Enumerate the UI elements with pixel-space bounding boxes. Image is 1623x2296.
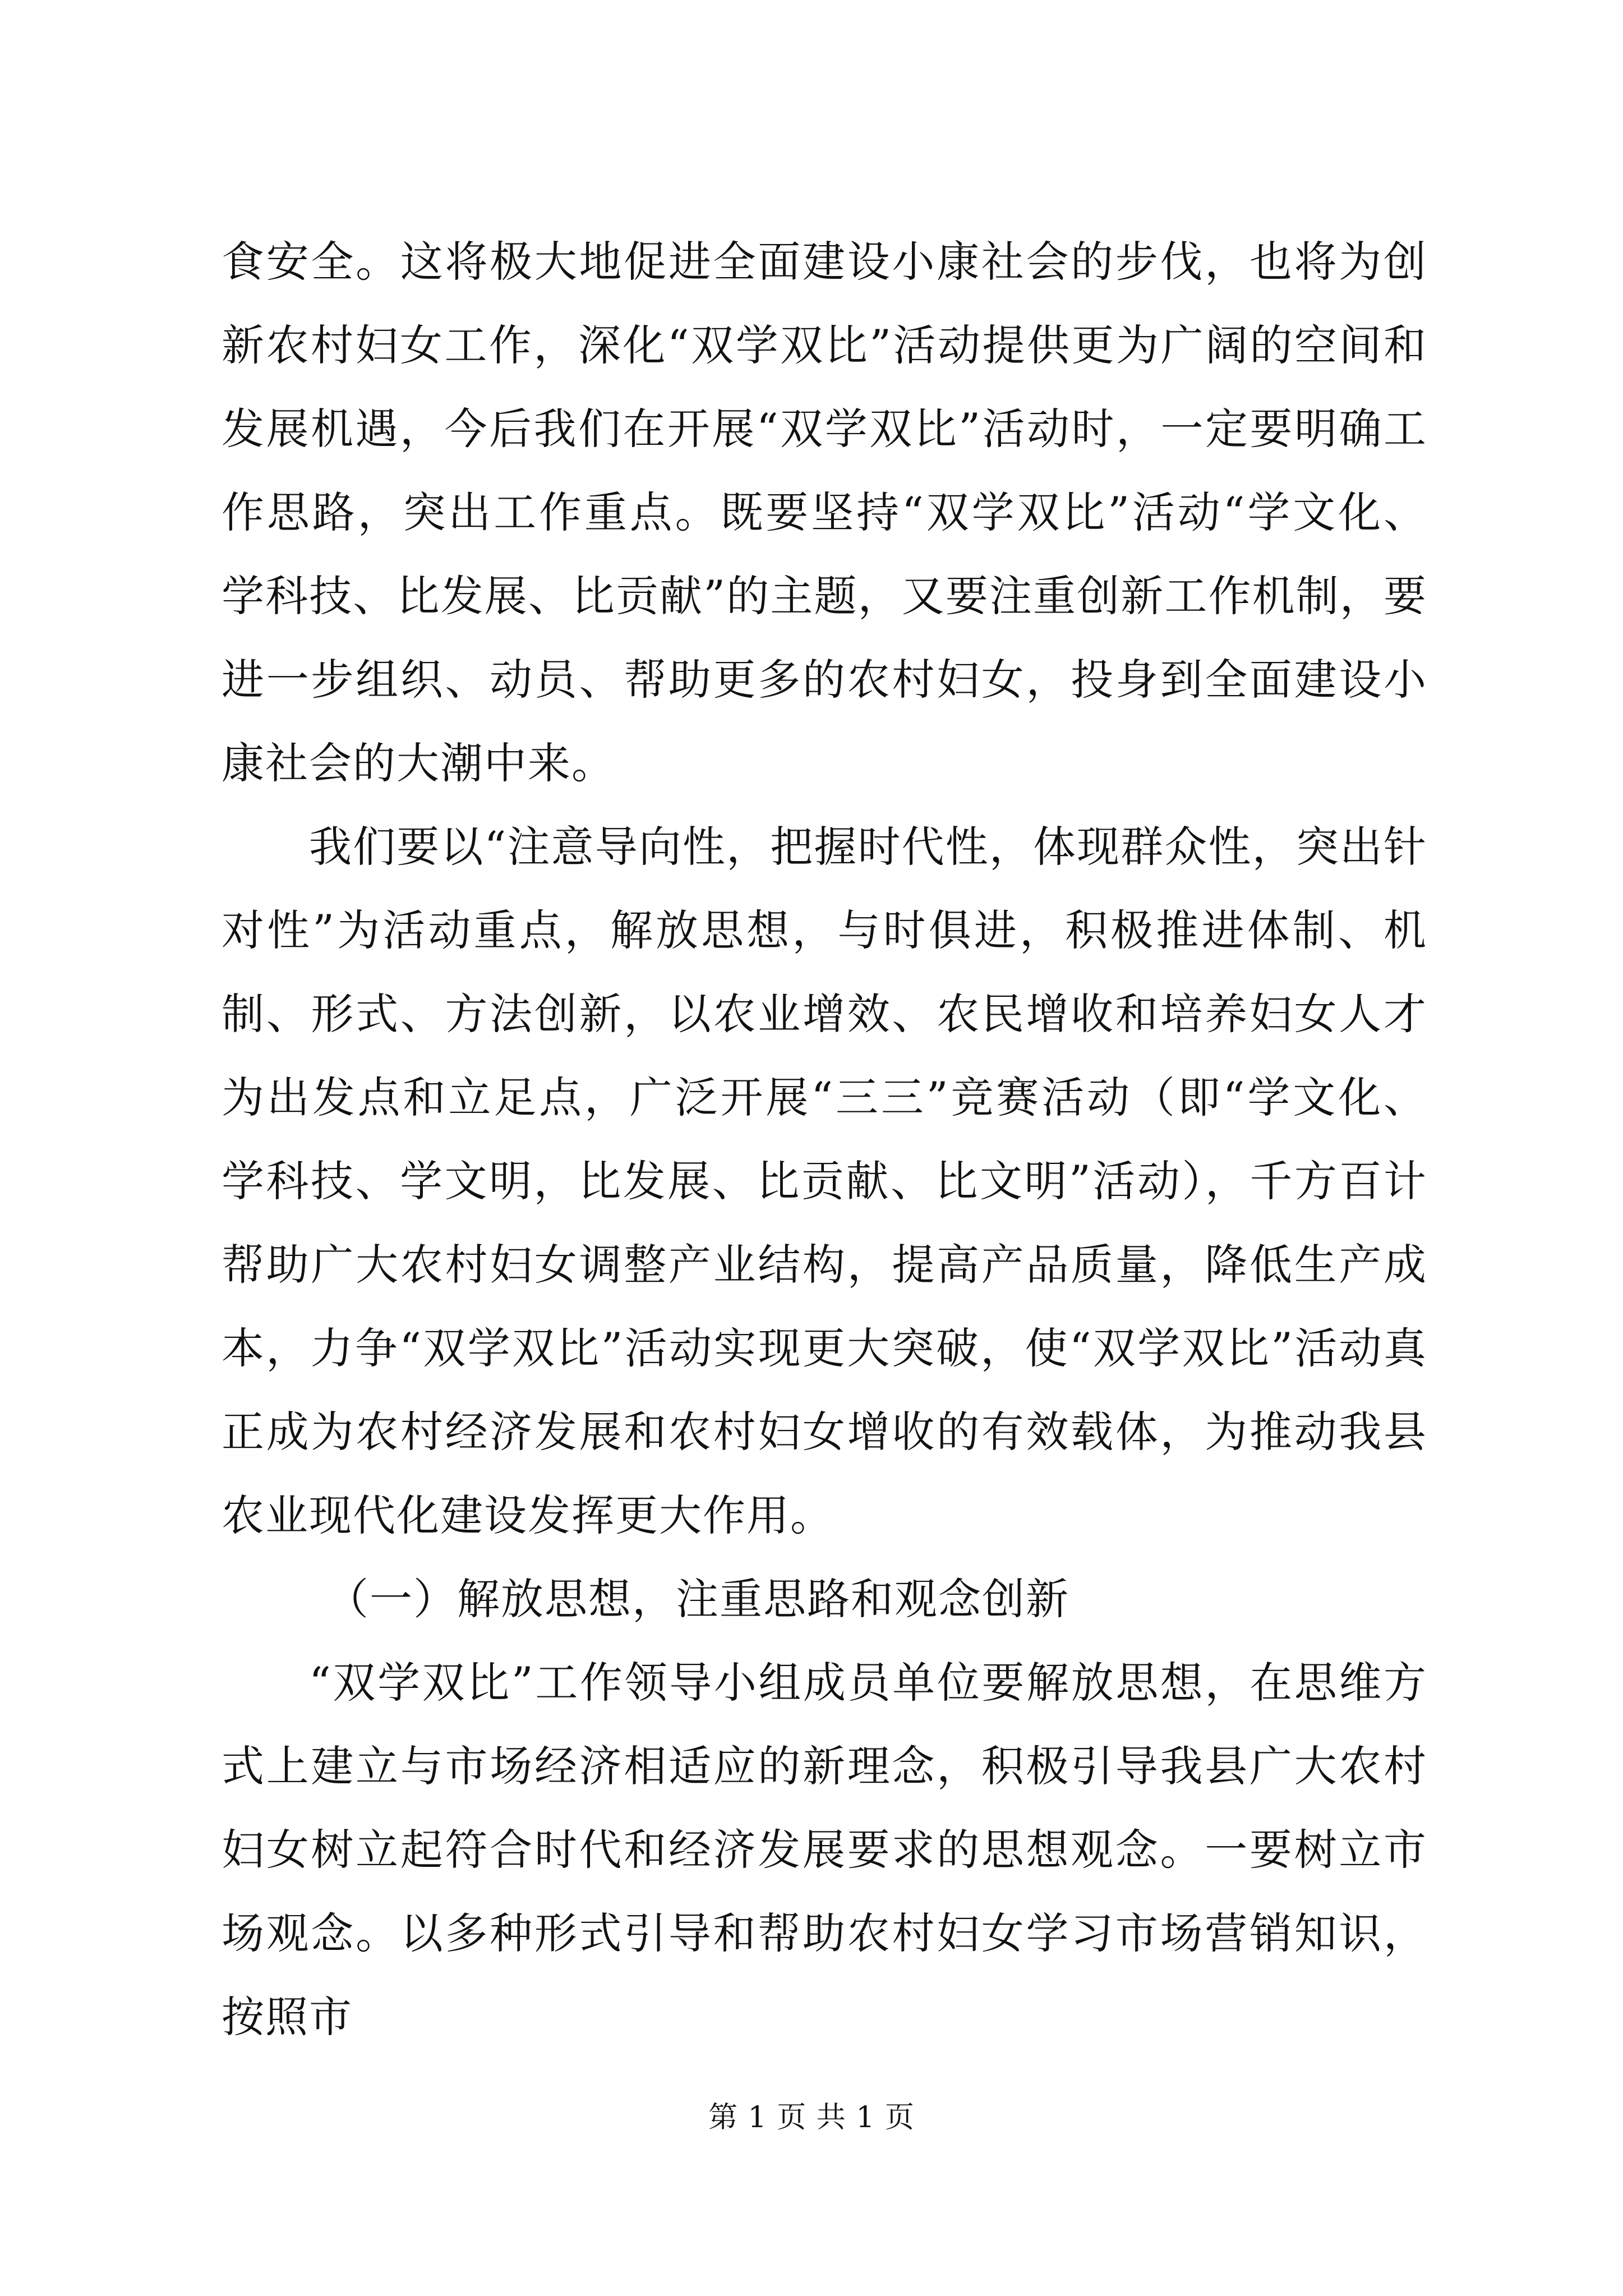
document-body	[222, 220, 1427, 2059]
page-footer: 第 1 页 共 1 页	[708, 2101, 915, 2134]
paragraph-continued: 食安全。这将极大地促进全面建设小康社会的步伐，也将为创新农村妇女工作，深化“双学双比”活动提供更为广阔的空间和发展机遇，今后我们在开展“双学双比”活动时，一定要明确工作思路，突出工作重点。既要坚持“双学双比”活动“学文化、学科技、比发展、比贡献”的主题，又要注重创新工作机制，要进一步组织、动员、帮助更多的农村妇女，投身到全面建设小康社会的大潮中来。	[222, 237, 1427, 788]
paragraph-after-heading: “双学双比”工作领导小组成员单位要解放思想，在思维方式上建立与市场经济相适应的新理念，积极引导我县广大农村妇女树立起符合时代和经济发展要求的思想观念。一要树立市场观念。以多种形式引导和帮助农村妇女学习市场营销知识，按照市	[222, 1658, 1427, 2042]
section-heading: （一）解放思想，注重思路和观念创新	[326, 1574, 1069, 1624]
paragraph-activity-focus: 我们要以“注意导向性，把握时代性，体现群众性，突出针对性”为活动重点，解放思想，与时俱进，积极推进体制、机制、形式、方法创新，以农业增效、农民增收和培养妇女人才为出发点和立足点，广泛开展“三三”竞赛活动（即“学文化、学科技、学文明，比发展、比贡献、比文明”活动），千方百计帮助广大农村妇女调整产业结构，提高产品质量，降低生产成本，力争“双学双比”活动实现更大突破，使“双学双比”活动真正成为农村经济发展和农村妇女增收的有效载体，为推动我县农业现代化建设发挥更大作用。	[222, 822, 1427, 1540]
